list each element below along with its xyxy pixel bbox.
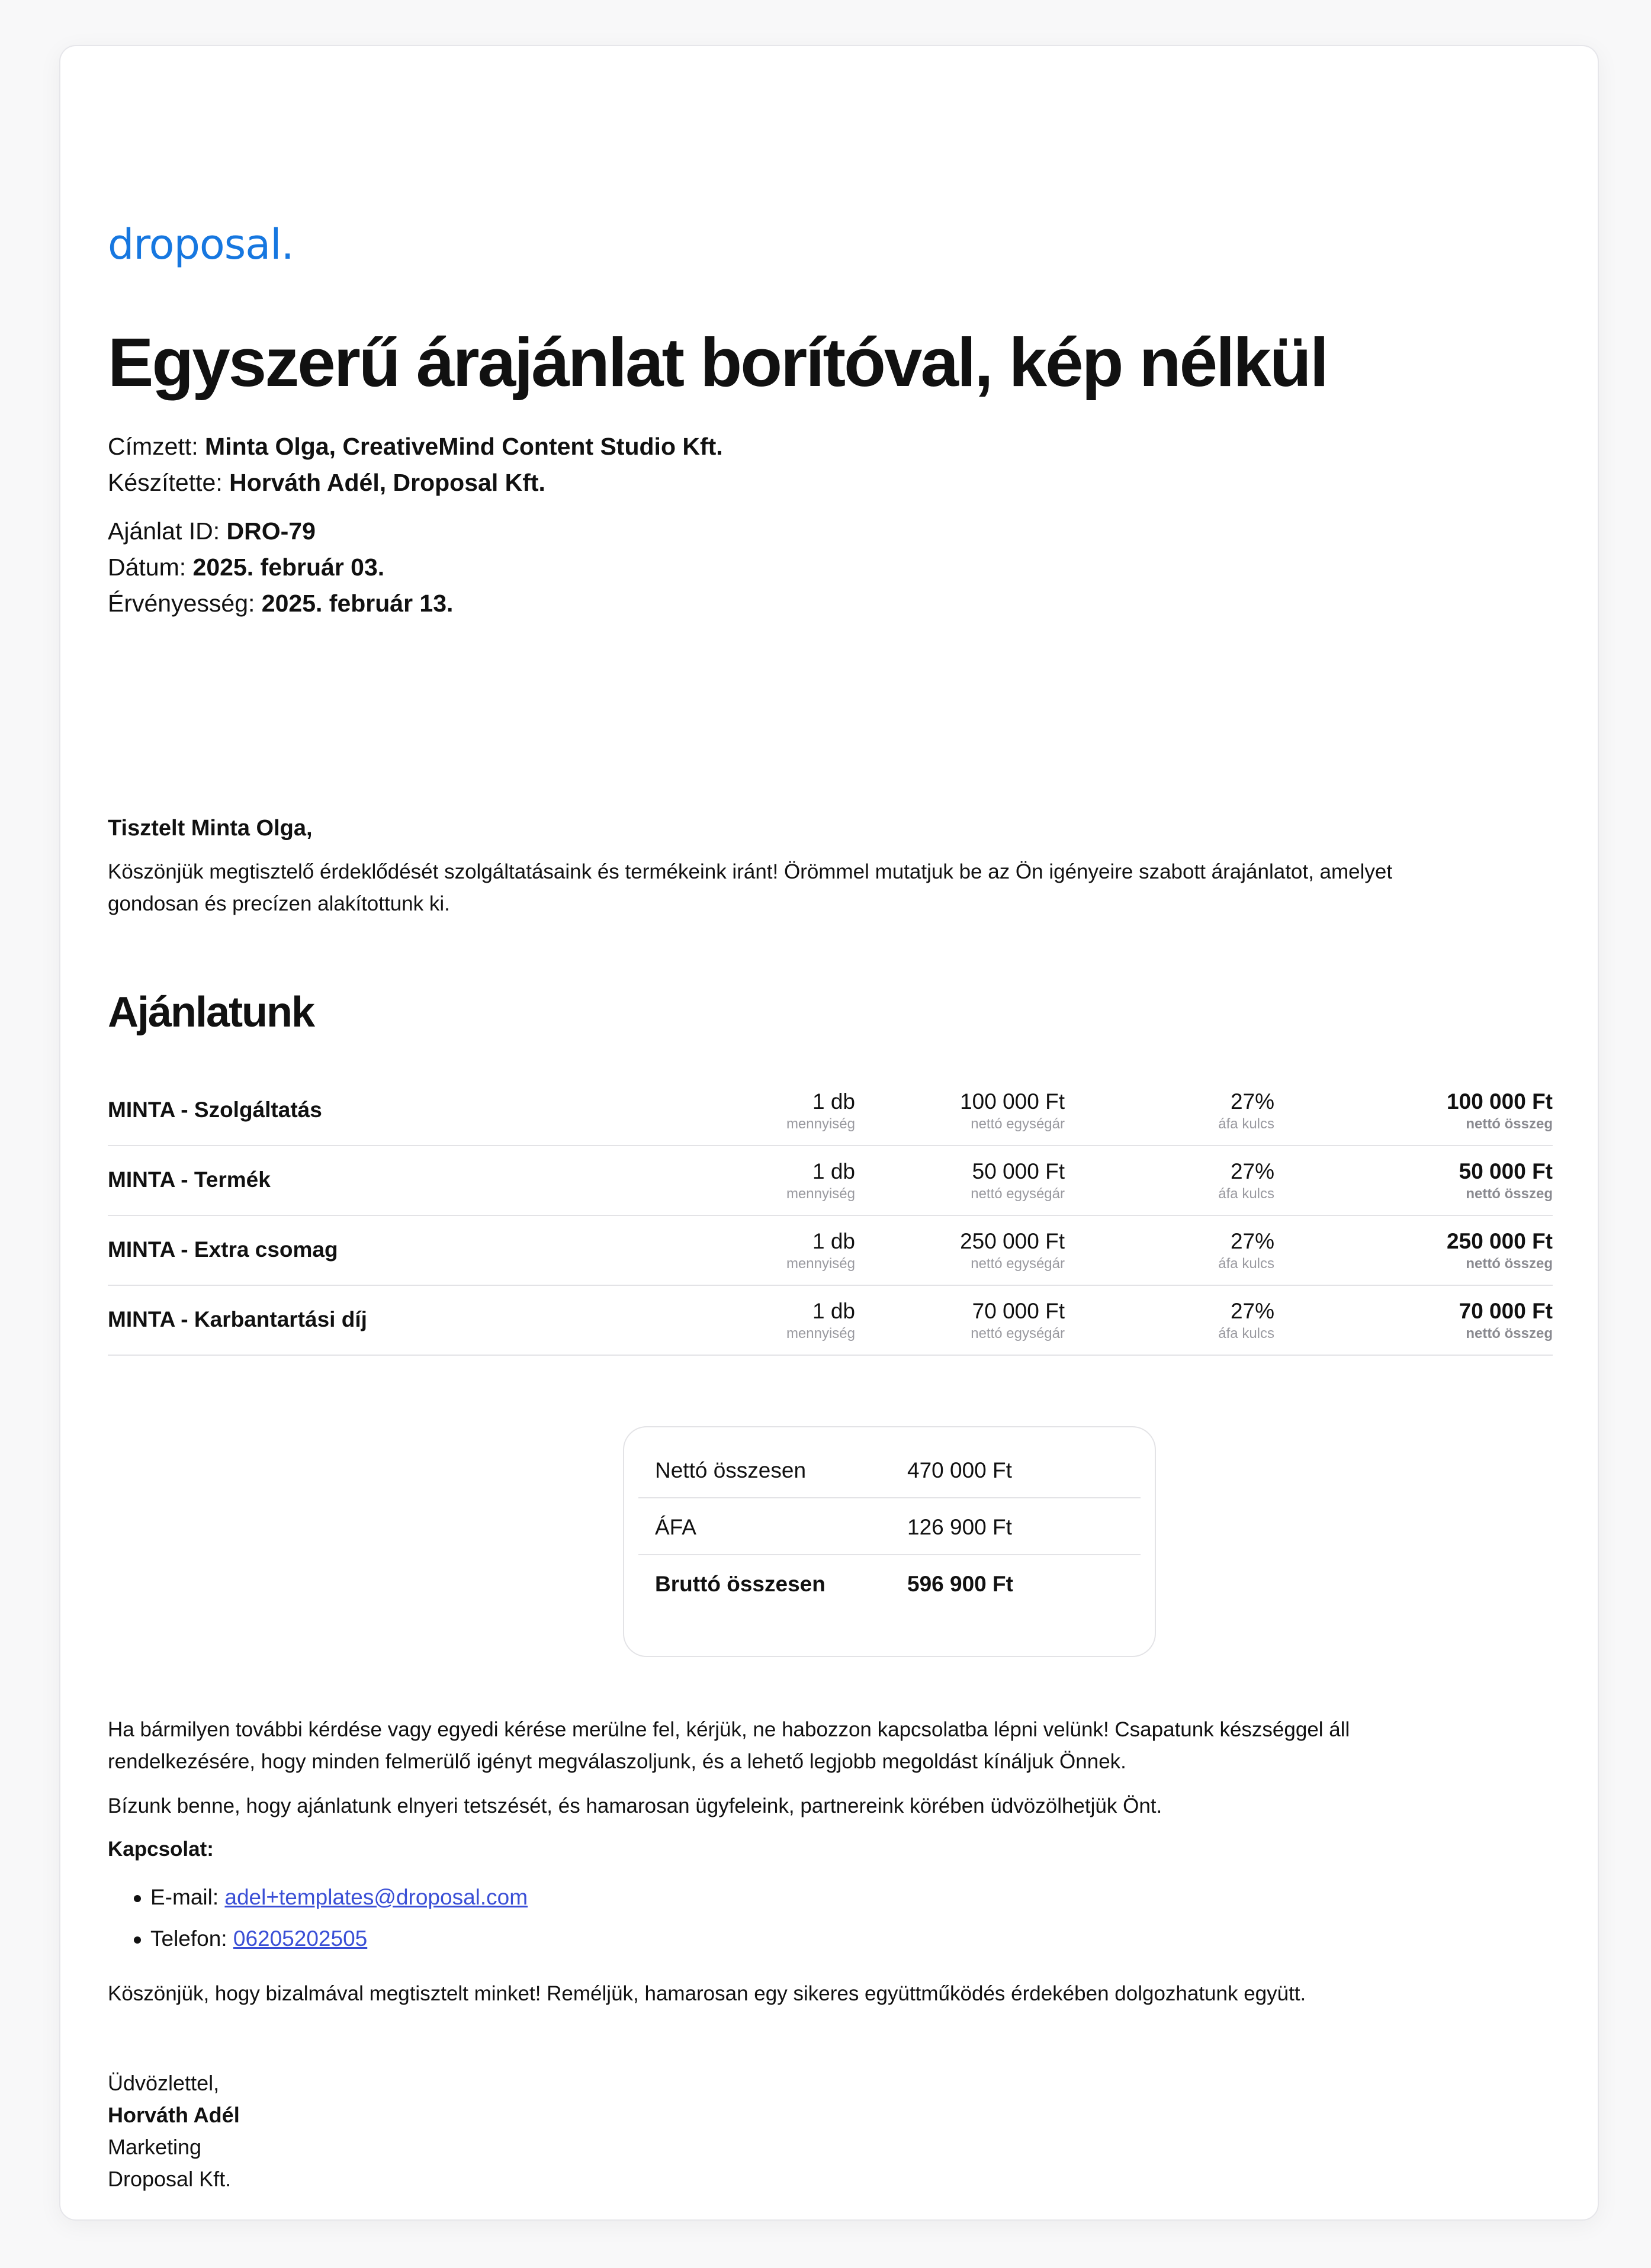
- offer-item-row: [108, 1146, 1553, 1216]
- item-vat-rate: 27% áfa kulcs: [1218, 1229, 1274, 1272]
- item-vat-rate: 27% áfa kulcs: [1218, 1089, 1274, 1132]
- signature-company: Droposal Kft.: [108, 2167, 232, 2191]
- date-line: Dátum: 2025. február 03.: [108, 554, 385, 581]
- net-total-row: Nettó összesen 470 000 Ft: [638, 1442, 1141, 1498]
- item-name: MINTA - Szolgáltatás: [108, 1098, 322, 1122]
- contact-list: [108, 1885, 528, 1968]
- offer-item-row: [108, 1286, 1553, 1356]
- author-line: Készítette: Horváth Adél, Droposal Kft.: [108, 469, 545, 496]
- offer-heading: Ajánlatunk: [108, 989, 314, 1036]
- item-vat-rate: 27% áfa kulcs: [1218, 1159, 1274, 1202]
- item-name: MINTA - Karbantartási díj: [108, 1307, 367, 1331]
- signature-salutation: Üdvözlettel,: [108, 2071, 220, 2095]
- offer-items-table: [108, 1076, 1553, 1356]
- email-link[interactable]: adel+templates@droposal.com: [224, 1885, 528, 1909]
- intro-paragraph: Köszönjük megtisztelő érdeklődését szolgáltatásaink és termékeink iránt! Örömmel mutatjuk be az Ön igényeire szabott árajánlatot, amelyet gondosan és precízen alakítottunk ki.: [108, 860, 1393, 915]
- offer-id-line: Ajánlat ID: DRO-79: [108, 517, 316, 545]
- signature-name: Horváth Adél: [108, 2103, 240, 2127]
- recipient-line: Címzett: Minta Olga, CreativeMind Content Studio Kft.: [108, 433, 723, 460]
- item-net-total: 70 000 Ft nettó összeg: [1459, 1299, 1553, 1342]
- item-unit-price: 70 000 Ft nettó egységár: [971, 1299, 1065, 1342]
- validity-line: Érvényesség: 2025. február 13.: [108, 590, 454, 617]
- contact-email-item: E-mail: adel+templates@droposal.com: [108, 1885, 528, 1926]
- totals-summary: [623, 1426, 1156, 1657]
- item-net-total: 250 000 Ft nettó összeg: [1447, 1229, 1553, 1272]
- item-quantity: 1 db mennyiség: [786, 1229, 855, 1272]
- closing-paragraph-1: Ha bármilyen további kérdése vagy egyedi kérése merülne fel, kérjük, ne habozzon kapcsolatba lépni velünk! Csapatunk készséggel áll rendelkezésére, hogy minden felmerülő igényt megválaszoljunk, és a lehető legjobb megoldást kínáljuk Önnek.: [108, 1718, 1350, 1773]
- item-name: MINTA - Extra csomag: [108, 1237, 338, 1262]
- contact-phone-item: Telefon: 06205202505: [108, 1926, 528, 1968]
- closing-paragraph-3: Köszönjük, hogy bizalmával megtisztelt minket! Reméljük, hamarosan egy sikeres együttműködés érdekében dolgozhatunk együtt.: [108, 1982, 1306, 2005]
- offer-item-row: [108, 1076, 1553, 1146]
- item-unit-price: 50 000 Ft nettó egységár: [971, 1159, 1065, 1202]
- greeting: Tisztelt Minta Olga,: [108, 816, 313, 841]
- item-unit-price: 250 000 Ft nettó egységár: [960, 1229, 1065, 1272]
- item-net-total: 100 000 Ft nettó összeg: [1447, 1089, 1553, 1132]
- signature-block: [108, 2067, 240, 2195]
- item-unit-price: 100 000 Ft nettó egységár: [960, 1089, 1065, 1132]
- page-title: Egyszerű árajánlat borítóval, kép nélkül: [108, 324, 1327, 401]
- phone-link[interactable]: 06205202505: [233, 1926, 368, 1951]
- closing-paragraph-2: Bízunk benne, hogy ajánlatunk elnyeri tetszését, és hamarosan ügyfeleink, partnereink körében üdvözölhetjük Önt.: [108, 1794, 1162, 1817]
- signature-role: Marketing: [108, 2135, 202, 2159]
- droposal-logo: droposal.: [108, 220, 294, 269]
- offer-item-row: [108, 1216, 1553, 1286]
- item-vat-rate: 27% áfa kulcs: [1218, 1299, 1274, 1342]
- gross-total-row: Bruttó összesen 596 900 Ft: [655, 1572, 1013, 1596]
- item-quantity: 1 db mennyiség: [786, 1299, 855, 1342]
- document-sheet: [59, 45, 1599, 2221]
- item-quantity: 1 db mennyiség: [786, 1159, 855, 1202]
- item-name: MINTA - Termék: [108, 1167, 271, 1192]
- contact-heading: Kapcsolat:: [108, 1838, 214, 1861]
- item-net-total: 50 000 Ft nettó összeg: [1459, 1159, 1553, 1202]
- vat-total-row: ÁFA 126 900 Ft: [638, 1498, 1141, 1555]
- item-quantity: 1 db mennyiség: [786, 1089, 855, 1132]
